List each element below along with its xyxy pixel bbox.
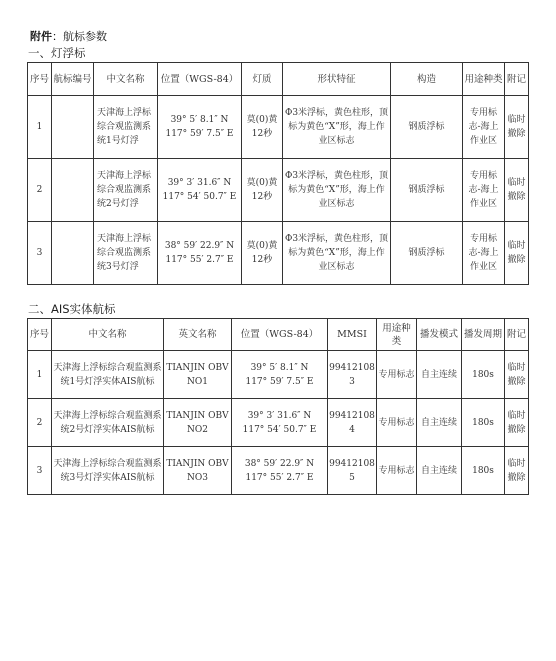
header-cell: 播发模式 [417,319,462,351]
header-cell: 英文名称 [164,319,232,351]
light-period: 12秒 [251,255,273,265]
header-cell: 位置（WGS-84） [232,319,328,351]
latitude: 39° 3′ 31.6″ N [167,178,232,188]
position [158,222,242,285]
remark: 临时撤除 [505,399,529,447]
chinese-name: 天津海上浮标综合观监测系统2号灯浮实体AIS航标 [52,399,164,447]
english-name: TIANJIN OBV NO3 [164,447,232,495]
light-character [242,222,283,285]
header-cell: 构造 [391,63,463,96]
table-row [28,159,529,222]
position [158,159,242,222]
table-row [28,447,529,495]
row-number: 3 [28,447,52,495]
usage-type: 专用标志 [377,447,417,495]
mmsi: 994121084 [328,399,377,447]
light-period: 12秒 [251,192,273,202]
latitude: 38° 59′ 22.9″ N [244,458,315,469]
light-character [242,159,283,222]
table-header-row [28,319,529,351]
usage-type: 专用标志 [377,399,417,447]
remark: 临时撤除 [505,222,529,285]
row-number: 2 [28,159,52,222]
construction: 钢质浮标 [391,96,463,159]
remark: 临时撤除 [505,96,529,159]
chinese-name: 天津海上浮标综合观监测系统3号灯浮实体AIS航标 [52,447,164,495]
broadcast-period: 180s [462,351,505,399]
table-row [28,222,529,285]
table-row [28,96,529,159]
english-name: TIANJIN OBV NO1 [164,351,232,399]
latitude: 38° 59′ 22.9″ N [164,241,235,251]
light-rhythm: 莫(0)黄 [246,178,278,188]
longitude: 117° 54′ 50.7″ E [162,192,237,202]
usage-type: 专用标志-海上作业区 [463,96,505,159]
header-cell: 中文名称 [52,319,164,351]
heading-rest: ：航标参数 [52,30,107,43]
english-name: TIANJIN OBV NO2 [164,399,232,447]
latitude: 39° 5′ 8.1″ N [170,115,229,125]
header-cell: 附记 [505,63,529,96]
longitude: 117° 54′ 50.7″ E [242,424,317,435]
longitude: 117° 55′ 2.7″ E [245,472,314,483]
position [232,447,328,495]
attachment-heading [30,28,107,44]
buoy-code [52,159,94,222]
header-cell: 形状特征 [283,63,391,96]
light-period: 12秒 [251,129,273,139]
heading-bold: 附件 [30,30,52,43]
longitude: 117° 59′ 7.5″ E [245,376,314,387]
shape-feature: Φ3米浮标，黄色柱形，顶标为黄色“X”形，海上作业区标志 [283,96,391,159]
light-rhythm: 莫(0)黄 [246,241,278,251]
remark: 临时撤除 [505,447,529,495]
usage-type: 专用标志-海上作业区 [463,159,505,222]
header-cell: 中文名称 [94,63,158,96]
broadcast-mode: 自主连续 [417,351,462,399]
mmsi: 994121085 [328,447,377,495]
broadcast-period: 180s [462,399,505,447]
row-number: 2 [28,399,52,447]
remark: 临时撤除 [505,159,529,222]
section1-title: 一、灯浮标 [28,46,86,60]
shape-feature: Φ3米浮标，黄色柱形，顶标为黄色“X”形，海上作业区标志 [283,222,391,285]
row-number: 1 [28,96,52,159]
header-cell: 航标编号 [52,63,94,96]
construction: 钢质浮标 [391,159,463,222]
buoy-code [52,222,94,285]
header-cell: 位置（WGS-84） [158,63,242,96]
header-cell: 序号 [28,319,52,351]
section2-title: 二、AIS实体航标 [28,302,116,316]
longitude: 117° 55′ 2.7″ E [165,255,234,265]
shape-feature: Φ3米浮标，黄色柱形，顶标为黄色“X”形，海上作业区标志 [283,159,391,222]
header-cell: 附记 [505,319,529,351]
latitude: 39° 5′ 8.1″ N [250,362,309,373]
remark: 临时撤除 [505,351,529,399]
lighted-buoy-table [27,62,529,285]
position [232,399,328,447]
light-character [242,96,283,159]
chinese-name: 天津海上浮标综合观监测系统1号灯浮 [94,96,158,159]
row-number: 3 [28,222,52,285]
ais-aid-table [27,318,529,495]
mmsi: 994121083 [328,351,377,399]
header-cell: MMSI [328,319,377,351]
light-rhythm: 莫(0)黄 [246,115,278,125]
header-cell: 灯质 [242,63,283,96]
broadcast-period: 180s [462,447,505,495]
table-row [28,351,529,399]
usage-type: 专用标志 [377,351,417,399]
position [158,96,242,159]
table-header-row [28,63,529,96]
table-row [28,399,529,447]
broadcast-mode: 自主连续 [417,447,462,495]
header-cell: 用途种类 [377,319,417,351]
chinese-name: 天津海上浮标综合观监测系统2号灯浮 [94,159,158,222]
row-number: 1 [28,351,52,399]
latitude: 39° 3′ 31.6″ N [247,410,312,421]
header-cell: 序号 [28,63,52,96]
position [232,351,328,399]
construction: 钢质浮标 [391,222,463,285]
longitude: 117° 59′ 7.5″ E [165,129,234,139]
header-cell: 用途种类 [463,63,505,96]
chinese-name: 天津海上浮标综合观监测系统3号灯浮 [94,222,158,285]
buoy-code [52,96,94,159]
usage-type: 专用标志-海上作业区 [463,222,505,285]
header-cell: 播发周期 [462,319,505,351]
broadcast-mode: 自主连续 [417,399,462,447]
chinese-name: 天津海上浮标综合观监测系统1号灯浮实体AIS航标 [52,351,164,399]
